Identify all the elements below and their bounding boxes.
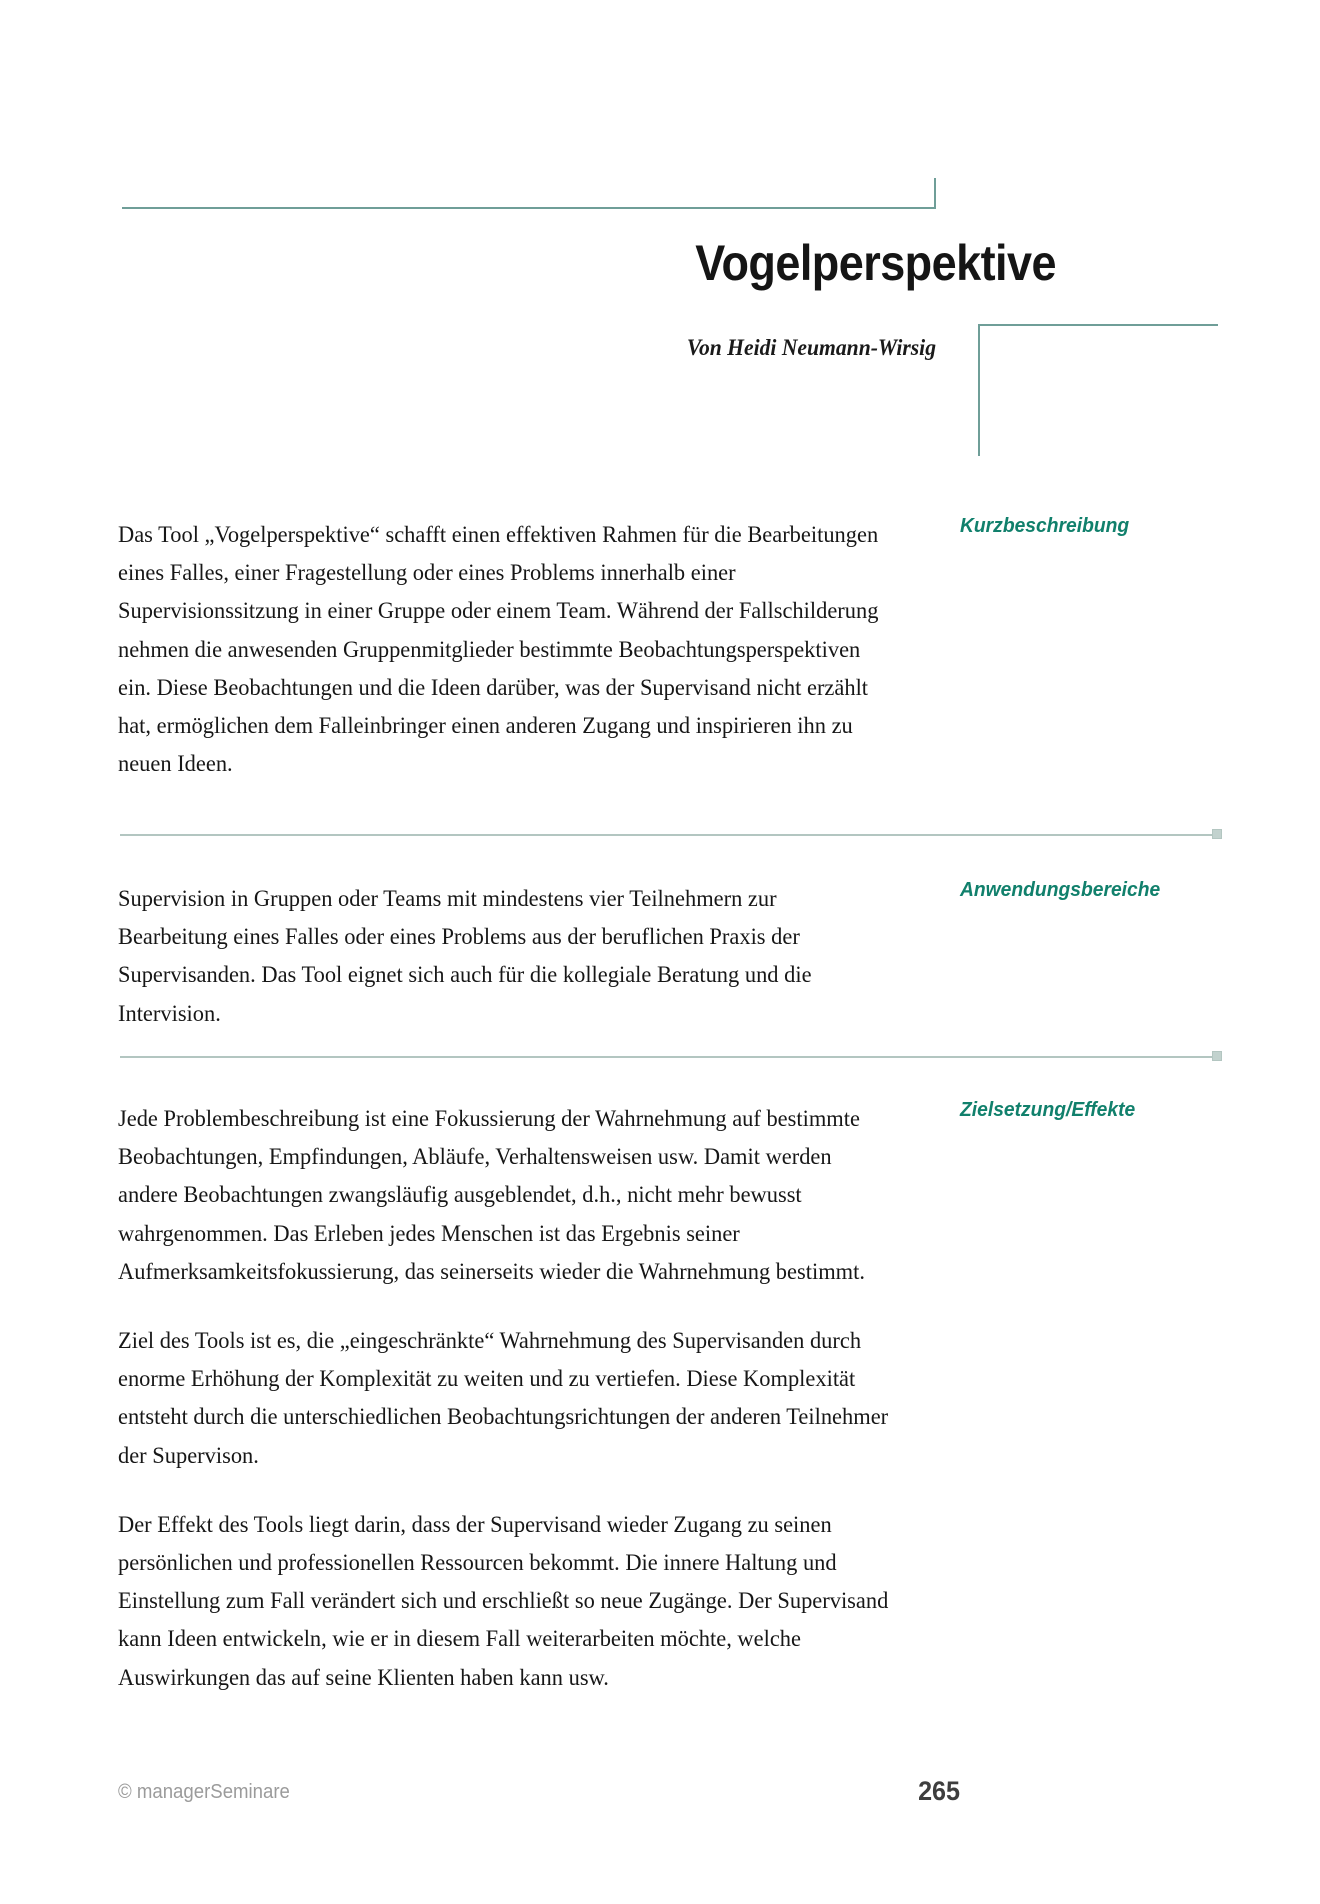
section-divider-1 (120, 834, 1218, 836)
section-label-kurzbeschreibung: Kurzbeschreibung (960, 514, 1130, 537)
paragraph: Supervision in Gruppen oder Teams mit mindestens vier Teilnehmern zur Bearbeitung eines Falles oder eines Problems aus der beruflichen Praxis der Supervisanden. Das Tool eignet sich auch für die kollegiale Beratung und die Intervision. (118, 886, 812, 1027)
section-divider-2 (120, 1056, 1218, 1058)
page-number: 265 (918, 1776, 960, 1806)
section-label-anwendungsbereiche: Anwendungsbereiche (960, 878, 1161, 901)
header-rule-riser (934, 178, 936, 209)
paragraph: Der Effekt des Tools liegt darin, dass der Supervisand wieder Zugang zu seinen persönlichen und professionellen Ressourcen bekommt. Die innere Haltung und Einstellung zum Fall verändert sich und erschließt so neue Zugänge. Der Supervisand kann Ideen entwickeln, wie er in diesem Fall weiterarbeiten möchte, welche Auswirkungen das auf seine Klienten haben kann usw. (118, 1511, 889, 1691)
header-rule-horizontal (122, 207, 936, 209)
divider-cap-square (1212, 1051, 1222, 1061)
page-title: Vogelperspektive (695, 235, 1056, 291)
paragraph: Ziel des Tools ist es, die „eingeschränkte“ Wahrnehmung des Supervisanden durch enorme Erhöhung der Komplexität zu weiten und zu vertiefen. Diese Komplexität entsteht durch die unterschiedlichen Beobachtungsrichtungen der anderen Teilnehmer der Supervison. (118, 1328, 889, 1469)
footer-copyright: © managerSeminare (118, 1781, 290, 1803)
section-body-zielsetzung-effekte (118, 1100, 892, 1697)
section-body-kurzbeschreibung (118, 516, 892, 783)
divider-cap-square (1212, 829, 1222, 839)
paragraph: Das Tool „Vogelperspektive“ schafft einen effektiven Rahmen für die Bearbeitungen eines Falles, einer Fragestellung oder eines Problems innerhalb einer Supervisionssitzung in einer Gruppe oder einem Team. Während der Fallschilderung nehmen die anwesenden Gruppenmitglieder bestimmte Beobachtungsperspektiven ein. Diese Beobachtungen und die Ideen darüber, was der Supervisand nicht erzählt hat, ermöglichen dem Falleinbringer einen anderen Zugang und inspirieren ihn zu neuen Ideen. (118, 522, 879, 778)
section-body-anwendungsbereiche (118, 880, 892, 1033)
sidebar-rule-vertical (978, 324, 980, 456)
section-label-zielsetzung-effekte: Zielsetzung/Effekte (960, 1098, 1136, 1121)
author-byline: Von Heidi Neumann-Wirsig (686, 335, 936, 360)
paragraph: Jede Problembeschreibung ist eine Fokussierung der Wahrnehmung auf bestimmte Beobachtungen, Empfindungen, Abläufe, Verhaltensweisen usw. Damit werden andere Beobachtungen zwangsläufig ausgeblendet, d.h., nicht mehr bewusst wahrgenommen. Das Erleben jedes Menschen ist das Ergebnis seiner Aufmerksamkeitsfokussierung, das seinerseits wieder die Wahrnehmung bestimmt. (118, 1106, 865, 1285)
sidebar-rule-horizontal (978, 324, 1218, 326)
